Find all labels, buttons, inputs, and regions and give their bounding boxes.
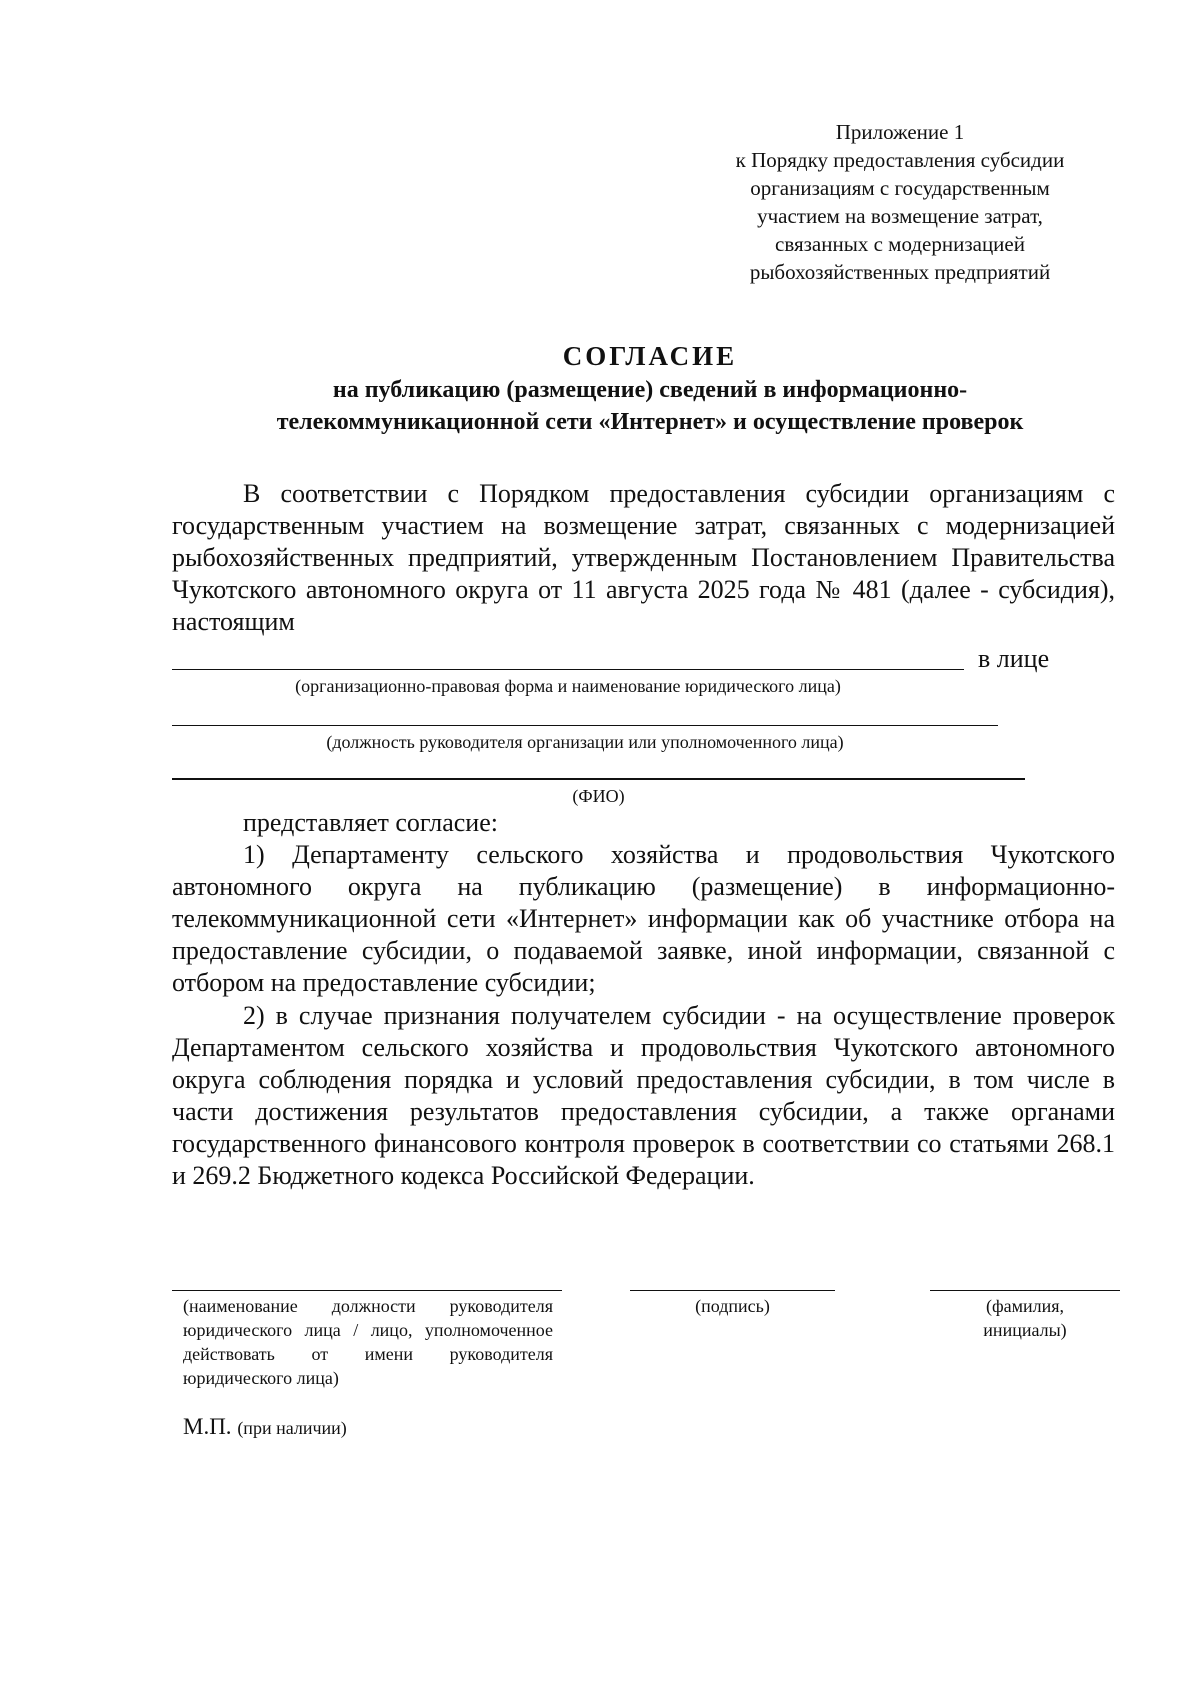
stamp-placeholder — [183, 1413, 347, 1442]
appendix-line: связанных с модернизацией — [775, 232, 1025, 256]
appendix-line: рыбохозяйственных предприятий — [749, 260, 1051, 284]
consent-item: 1) Департаменту сельского хозяйства и продовольствия Чукотского автономного округа на публикацию (размещение) в информационно-телекоммуникационной сети «Интернет» информации как об участнике отбора на предоставление субсидии, о подаваемой заявке, иной информации, связанной с отбором на предоставление субсидии; — [172, 840, 1115, 997]
name-initials-caption — [930, 1294, 1120, 1342]
appendix-line: Приложение 1 — [835, 120, 965, 144]
stamp-note: (при наличии) — [237, 1418, 347, 1438]
title-main: СОГЛАСИЕ — [562, 341, 738, 371]
document-title — [150, 338, 1150, 438]
name-caption-line: инициалы) — [983, 1320, 1067, 1340]
signatory-position-caption: (наименование должности руководителя юридического лица / лицо, уполномоченное действовать от имени руководителя юридического лица) — [183, 1296, 553, 1388]
name-caption-line: (фамилия, — [985, 1296, 1065, 1316]
position-caption: (должность руководителя организации или уполномоченного лица) — [326, 732, 844, 752]
org-name-caption: (организационно-правовая форма и наименование юридического лица) — [295, 676, 841, 696]
consent-lead: представляет согласие: — [243, 808, 498, 837]
title-subtitle-line: телекоммуникационной сети «Интернет» и осуществление проверок — [276, 409, 1024, 435]
appendix-line: участием на возмещение затрат, — [757, 204, 1043, 228]
stamp-label: М.П. — [183, 1414, 232, 1439]
appendix-header — [700, 118, 1100, 286]
org-name-field-line[interactable] — [172, 669, 964, 670]
signature-line[interactable] — [630, 1290, 835, 1291]
consent-item: 2) в случае признания получателем субсидии - на осуществление проверок Департаментом сельского хозяйства и продовольствия Чукотского автономного округа соблюдения порядка и условий предоставления субсидии, в том числе в части достижения результатов предоставления субсидии, а также органами государственного финансового контроля проверок в соответствии со статьями 268.1 и 269.2 Бюджетного кодекса Российской Федерации. — [172, 1001, 1115, 1190]
name-initials-line[interactable] — [930, 1290, 1120, 1291]
title-subtitle-line: на публикацию (размещение) сведений в информационно- — [332, 377, 968, 403]
fio-field-line[interactable] — [172, 778, 1025, 780]
appendix-line: к Порядку предоставления субсидии — [735, 148, 1065, 172]
fio-caption: (ФИО) — [572, 786, 625, 806]
appendix-line: организациям с государственным — [750, 176, 1050, 200]
position-field-line[interactable] — [172, 725, 998, 726]
org-suffix-text: в лице — [978, 644, 1050, 673]
signature-caption: (подпись) — [695, 1296, 770, 1316]
intro-paragraph: В соответствии с Порядком предоставления субсидии организациям с государственным участием на возмещение затрат, связанных с модернизацией рыбохозяйственных предприятий, утвержденным Постановлением Правительства Чукотского автономного округа от 11 августа 2025 года № 481 (далее - субсидия), настоящим — [172, 479, 1115, 636]
signatory-position-line[interactable] — [172, 1290, 562, 1291]
